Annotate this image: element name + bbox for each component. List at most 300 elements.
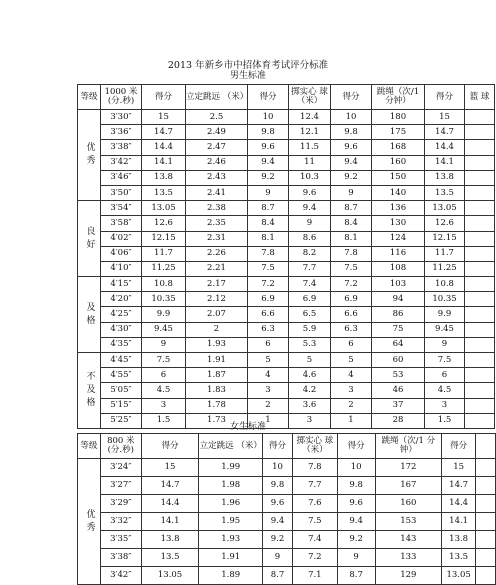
table-cell: 9.4 xyxy=(263,513,293,531)
table-cell: 3′32″ xyxy=(100,513,141,531)
table-cell: 3 xyxy=(331,383,372,398)
column-header: 得分 xyxy=(425,85,465,110)
table-cell: 160 xyxy=(375,495,442,513)
cut-off-cell xyxy=(465,307,495,322)
table-row xyxy=(78,477,496,495)
table-cell: 175 xyxy=(372,125,425,140)
page-title: 2013 年新乡市中招体育考试评分标准 xyxy=(167,60,329,71)
cut-off-cell xyxy=(465,353,495,368)
column-header: 得分 xyxy=(142,85,186,110)
table-row xyxy=(78,292,495,307)
table-cell: 1.93 xyxy=(199,531,263,549)
table-cell: 1.5 xyxy=(142,413,186,428)
table-cell: 13.8 xyxy=(425,170,465,185)
table-cell: 9.8 xyxy=(331,125,372,140)
table-cell: 9.4 xyxy=(331,155,372,170)
table-cell: 168 xyxy=(372,140,425,155)
column-header: 得分 xyxy=(248,85,289,110)
table-cell: 140 xyxy=(372,185,425,200)
table-cell: 2.41 xyxy=(186,185,248,200)
table-cell: 1 xyxy=(331,413,372,428)
table-cell: 7.2 xyxy=(248,277,289,292)
table-row xyxy=(78,513,496,531)
table-cell: 4.5 xyxy=(142,383,186,398)
table-cell: 2.21 xyxy=(186,261,248,276)
table-row xyxy=(78,398,495,413)
table-cell: 10.8 xyxy=(142,277,186,292)
table-cell: 14.4 xyxy=(142,140,186,155)
table-cell: 1.5 xyxy=(425,413,465,428)
column-header: 等级 xyxy=(78,434,101,459)
table-cell: 2.49 xyxy=(186,125,248,140)
table-cell: 9 xyxy=(263,549,293,567)
table-cell: 3′42″ xyxy=(100,567,141,585)
table-cell: 9 xyxy=(337,549,375,567)
table-cell: 12.6 xyxy=(425,216,465,231)
table-cell: 7.5 xyxy=(331,261,372,276)
cut-off-cell xyxy=(476,549,496,567)
table-cell: 13.05 xyxy=(442,567,476,585)
table-row xyxy=(78,567,496,585)
table-cell: 5′05″ xyxy=(101,383,142,398)
table-cell: 14.7 xyxy=(425,125,465,140)
table-cell: 1.91 xyxy=(199,549,263,567)
table-cell: 6.5 xyxy=(289,307,331,322)
table-cell: 9.6 xyxy=(263,495,293,513)
table-cell: 2.07 xyxy=(186,307,248,322)
table-cell: 8.6 xyxy=(289,231,331,246)
cut-off-cell xyxy=(465,368,495,383)
table-cell: 13.8 xyxy=(442,531,476,549)
table-cell: 7.4 xyxy=(289,277,331,292)
table-row xyxy=(78,140,495,155)
table-cell: 1.98 xyxy=(199,477,263,495)
table-cell: 10.35 xyxy=(142,292,186,307)
table-cell: 15 xyxy=(141,459,199,477)
male-standard-label: 男生标准 xyxy=(229,71,266,81)
table-cell: 7.5 xyxy=(142,353,186,368)
table-cell: 9 xyxy=(142,337,186,352)
table-cell: 1.83 xyxy=(186,383,248,398)
table-row xyxy=(78,231,495,246)
table-cell: 172 xyxy=(375,459,442,477)
female-score-table xyxy=(77,433,496,585)
column-header: 立定跳远 （米） xyxy=(186,85,248,110)
table-cell: 12.15 xyxy=(425,231,465,246)
table-cell: 12.6 xyxy=(142,216,186,231)
cut-off-cell xyxy=(476,495,496,513)
table-cell: 53 xyxy=(372,368,425,383)
table-cell: 9.2 xyxy=(263,531,293,549)
table-row xyxy=(78,246,495,261)
cut-off-cell xyxy=(476,513,496,531)
table-cell: 9.2 xyxy=(337,531,375,549)
table-cell: 5′25″ xyxy=(101,413,142,428)
table-cell: 9.4 xyxy=(289,201,331,216)
table-cell: 3′58″ xyxy=(101,216,142,231)
table-cell: 1.93 xyxy=(186,337,248,352)
table-cell: 2 xyxy=(186,322,248,337)
table-cell: 4 xyxy=(331,368,372,383)
table-cell: 86 xyxy=(372,307,425,322)
table-cell: 2 xyxy=(248,398,289,413)
column-header: 掷实心 球（米） xyxy=(292,434,337,459)
table-cell: 2.43 xyxy=(186,170,248,185)
table-cell: 14.4 xyxy=(141,495,199,513)
table-cell: 9 xyxy=(289,216,331,231)
table-cell: 3′35″ xyxy=(100,531,141,549)
table-cell: 1.99 xyxy=(199,459,263,477)
table-cell: 14.7 xyxy=(142,125,186,140)
table-cell: 9.9 xyxy=(425,307,465,322)
table-cell: 4′10″ xyxy=(101,261,142,276)
table-cell: 7.4 xyxy=(292,531,337,549)
table-cell: 6 xyxy=(248,337,289,352)
table-cell: 10.3 xyxy=(289,170,331,185)
table-cell: 3 xyxy=(425,398,465,413)
table-cell: 1.95 xyxy=(199,513,263,531)
table-cell: 167 xyxy=(375,477,442,495)
table-cell: 8.1 xyxy=(248,231,289,246)
table-cell: 108 xyxy=(372,261,425,276)
column-header: 1000 米 (分.秒) xyxy=(101,85,142,110)
grade-level-cell: 优秀 xyxy=(78,459,101,585)
table-cell: 10.8 xyxy=(425,277,465,292)
table-cell: 13.5 xyxy=(425,185,465,200)
table-cell: 8.7 xyxy=(248,201,289,216)
cut-off-cell xyxy=(465,322,495,337)
table-cell: 9.45 xyxy=(142,322,186,337)
table-cell: 9.8 xyxy=(337,477,375,495)
table-cell: 3′42″ xyxy=(101,155,142,170)
column-header: 得分 xyxy=(141,434,199,459)
table-cell: 5 xyxy=(289,353,331,368)
cut-off-cell xyxy=(465,398,495,413)
header-row xyxy=(78,85,495,110)
table-cell: 7.5 xyxy=(248,261,289,276)
table-cell: 15 xyxy=(142,110,186,125)
table-cell: 4′06″ xyxy=(101,246,142,261)
table-cell: 6 xyxy=(331,337,372,352)
table-cell: 10 xyxy=(331,110,372,125)
grade-level-cell: 良好 xyxy=(78,201,101,277)
table-cell: 9.45 xyxy=(425,322,465,337)
female-standard-label: 女生标准 xyxy=(229,422,266,432)
table-cell: 2.47 xyxy=(186,140,248,155)
table-cell: 9.2 xyxy=(331,170,372,185)
table-cell: 2.46 xyxy=(186,155,248,170)
cut-off-cell xyxy=(465,246,495,261)
table-row xyxy=(78,383,495,398)
table-cell: 3′24″ xyxy=(100,459,141,477)
cut-off-cell xyxy=(465,231,495,246)
table-cell: 13.8 xyxy=(141,531,199,549)
table-cell: 6.6 xyxy=(331,307,372,322)
table-cell: 4′45″ xyxy=(101,353,142,368)
table-cell: 5 xyxy=(248,353,289,368)
table-cell: 7.8 xyxy=(248,246,289,261)
table-cell: 9 xyxy=(248,185,289,200)
cut-off-cell xyxy=(465,261,495,276)
table-cell: 2.5 xyxy=(186,110,248,125)
table-cell: 8.7 xyxy=(331,201,372,216)
table-cell: 8.7 xyxy=(337,567,375,585)
grade-level-cell: 及格 xyxy=(78,277,101,353)
table-cell: 4′25″ xyxy=(101,307,142,322)
table-row xyxy=(78,201,495,216)
cut-off-cell xyxy=(476,567,496,585)
table-cell: 9.4 xyxy=(248,155,289,170)
table-cell: 14.1 xyxy=(142,155,186,170)
cut-off-cell xyxy=(465,155,495,170)
table-row xyxy=(78,337,495,352)
table-cell: 1.87 xyxy=(186,368,248,383)
table-cell: 9.6 xyxy=(337,495,375,513)
table-cell: 94 xyxy=(372,292,425,307)
table-cell: 37 xyxy=(372,398,425,413)
column-header: 篮 球 xyxy=(465,85,495,110)
male-score-table xyxy=(77,84,495,429)
table-cell: 4.2 xyxy=(289,383,331,398)
table-cell: 180 xyxy=(372,110,425,125)
cut-off-cell xyxy=(465,337,495,352)
table-row xyxy=(78,353,495,368)
grade-level-cell: 优秀 xyxy=(78,110,101,201)
table-cell: 7.2 xyxy=(292,549,337,567)
table-cell: 15 xyxy=(442,459,476,477)
table-cell: 3′54″ xyxy=(101,201,142,216)
table-cell: 4 xyxy=(248,368,289,383)
table-cell: 10 xyxy=(248,110,289,125)
table-cell: 153 xyxy=(375,513,442,531)
table-cell: 1 xyxy=(248,413,289,428)
table-cell: 5.9 xyxy=(289,322,331,337)
table-cell: 13.8 xyxy=(142,170,186,185)
cut-off-cell xyxy=(465,170,495,185)
table-cell: 14.1 xyxy=(442,513,476,531)
table-cell: 7.7 xyxy=(292,477,337,495)
table-cell: 13.5 xyxy=(142,185,186,200)
table-cell: 14.1 xyxy=(425,155,465,170)
table-row xyxy=(78,170,495,185)
table-cell: 1.91 xyxy=(186,353,248,368)
table-row xyxy=(78,368,495,383)
table-cell: 11.25 xyxy=(425,261,465,276)
column-header: 得分 xyxy=(337,434,375,459)
table-cell: 129 xyxy=(375,567,442,585)
table-cell: 2.38 xyxy=(186,201,248,216)
table-cell: 6.9 xyxy=(248,292,289,307)
table-cell: 6.3 xyxy=(248,322,289,337)
column-header: 跳绳（次/1 分钟） xyxy=(375,434,442,459)
table-cell: 2.17 xyxy=(186,277,248,292)
table-cell: 12.15 xyxy=(142,231,186,246)
table-cell: 4′02″ xyxy=(101,231,142,246)
table-cell: 14.7 xyxy=(141,477,199,495)
table-cell: 4′35″ xyxy=(101,337,142,352)
table-cell: 1.78 xyxy=(186,398,248,413)
table-cell: 130 xyxy=(372,216,425,231)
table-cell: 6.3 xyxy=(331,322,372,337)
table-cell: 8.1 xyxy=(331,231,372,246)
table-cell: 9.2 xyxy=(248,170,289,185)
cut-off-cell xyxy=(476,434,496,459)
table-cell: 4′30″ xyxy=(101,322,142,337)
table-row xyxy=(78,155,495,170)
table-cell: 4′15″ xyxy=(101,277,142,292)
table-cell: 7.1 xyxy=(292,567,337,585)
table-cell: 7.6 xyxy=(292,495,337,513)
table-cell: 6.9 xyxy=(289,292,331,307)
table-cell: 8.4 xyxy=(331,216,372,231)
cut-off-cell xyxy=(465,292,495,307)
table-cell: 3′50″ xyxy=(101,185,142,200)
column-header: 掷实心 球（米） xyxy=(289,85,331,110)
table-cell: 7.7 xyxy=(289,261,331,276)
table-row xyxy=(78,531,496,549)
cut-off-cell xyxy=(465,216,495,231)
table-row xyxy=(78,125,495,140)
cut-off-cell xyxy=(476,477,496,495)
table-row xyxy=(78,322,495,337)
table-cell: 9.6 xyxy=(331,140,372,155)
table-cell: 3′36″ xyxy=(101,125,142,140)
table-cell: 2 xyxy=(331,398,372,413)
column-header: 得分 xyxy=(331,85,372,110)
column-header: 等级 xyxy=(78,85,101,110)
table-cell: 10 xyxy=(263,459,293,477)
table-cell: 4.5 xyxy=(425,383,465,398)
grade-level-cell: 不及格 xyxy=(78,353,101,429)
table-cell: 9.4 xyxy=(337,513,375,531)
table-cell: 2.26 xyxy=(186,246,248,261)
table-cell: 136 xyxy=(372,201,425,216)
table-cell: 1.96 xyxy=(199,495,263,513)
table-cell: 3 xyxy=(142,398,186,413)
table-cell: 4′55″ xyxy=(101,368,142,383)
table-cell: 3′27″ xyxy=(100,477,141,495)
table-cell: 3.6 xyxy=(289,398,331,413)
table-cell: 9.6 xyxy=(289,185,331,200)
table-cell: 13.05 xyxy=(141,567,199,585)
column-header: 得分 xyxy=(442,434,476,459)
table-cell: 124 xyxy=(372,231,425,246)
cut-off-cell xyxy=(476,531,496,549)
cut-off-cell xyxy=(465,125,495,140)
table-cell: 2.12 xyxy=(186,292,248,307)
table-cell: 9.8 xyxy=(248,125,289,140)
table-cell: 8.2 xyxy=(289,246,331,261)
table-cell: 3 xyxy=(248,383,289,398)
table-cell: 11.25 xyxy=(142,261,186,276)
table-cell: 13.5 xyxy=(442,549,476,567)
table-cell: 9.9 xyxy=(142,307,186,322)
table-cell: 133 xyxy=(375,549,442,567)
table-cell: 1.73 xyxy=(186,413,248,428)
table-cell: 3′30″ xyxy=(101,110,142,125)
cut-off-cell xyxy=(465,140,495,155)
table-cell: 7.5 xyxy=(292,513,337,531)
column-header: 800 米 (分.秒) xyxy=(100,434,141,459)
cut-off-cell xyxy=(465,201,495,216)
table-cell: 60 xyxy=(372,353,425,368)
table-cell: 8.4 xyxy=(248,216,289,231)
table-cell: 8.7 xyxy=(263,567,293,585)
table-cell: 12.1 xyxy=(289,125,331,140)
table-cell: 6 xyxy=(142,368,186,383)
table-cell: 12.4 xyxy=(289,110,331,125)
table-cell: 14.4 xyxy=(425,140,465,155)
table-cell: 3 xyxy=(289,413,331,428)
table-cell: 13.05 xyxy=(425,201,465,216)
table-cell: 1.89 xyxy=(199,567,263,585)
table-cell: 7.8 xyxy=(292,459,337,477)
table-cell: 46 xyxy=(372,383,425,398)
table-cell: 11.7 xyxy=(142,246,186,261)
table-cell: 11.5 xyxy=(289,140,331,155)
cut-off-cell xyxy=(465,185,495,200)
table-cell: 116 xyxy=(372,246,425,261)
table-cell: 9.8 xyxy=(263,477,293,495)
column-header: 得分 xyxy=(263,434,293,459)
column-header: 立定跳远 （米） xyxy=(199,434,263,459)
table-cell: 7.2 xyxy=(331,277,372,292)
table-cell: 5.3 xyxy=(289,337,331,352)
table-cell: 13.5 xyxy=(141,549,199,567)
table-cell: 150 xyxy=(372,170,425,185)
table-row xyxy=(78,216,495,231)
table-cell: 7.5 xyxy=(425,353,465,368)
table-cell: 9.6 xyxy=(248,140,289,155)
cut-off-cell xyxy=(465,277,495,292)
table-row xyxy=(78,110,495,125)
table-cell: 3′29″ xyxy=(100,495,141,513)
table-cell: 5 xyxy=(331,353,372,368)
table-row xyxy=(78,277,495,292)
table-cell: 2.35 xyxy=(186,216,248,231)
table-cell: 14.1 xyxy=(141,513,199,531)
table-cell: 14.7 xyxy=(442,477,476,495)
table-cell: 11 xyxy=(289,155,331,170)
table-cell: 160 xyxy=(372,155,425,170)
table-row xyxy=(78,549,496,567)
table-row xyxy=(78,185,495,200)
header-row xyxy=(78,434,496,459)
table-cell: 4.6 xyxy=(289,368,331,383)
table-cell: 9 xyxy=(331,185,372,200)
cut-off-cell xyxy=(465,110,495,125)
table-cell: 3′38″ xyxy=(100,549,141,567)
table-cell: 6 xyxy=(425,368,465,383)
table-cell: 14.4 xyxy=(442,495,476,513)
table-cell: 64 xyxy=(372,337,425,352)
table-cell: 28 xyxy=(372,413,425,428)
cut-off-cell xyxy=(476,459,496,477)
table-row xyxy=(78,307,495,322)
table-cell: 4′20″ xyxy=(101,292,142,307)
table-row xyxy=(78,495,496,513)
table-cell: 13.05 xyxy=(142,201,186,216)
table-cell: 2.31 xyxy=(186,231,248,246)
table-cell: 103 xyxy=(372,277,425,292)
table-cell: 5′15″ xyxy=(101,398,142,413)
table-cell: 3′38″ xyxy=(101,140,142,155)
table-cell: 143 xyxy=(375,531,442,549)
table-cell: 10 xyxy=(337,459,375,477)
table-cell: 10.35 xyxy=(425,292,465,307)
table-cell: 15 xyxy=(425,110,465,125)
table-row xyxy=(78,459,496,477)
